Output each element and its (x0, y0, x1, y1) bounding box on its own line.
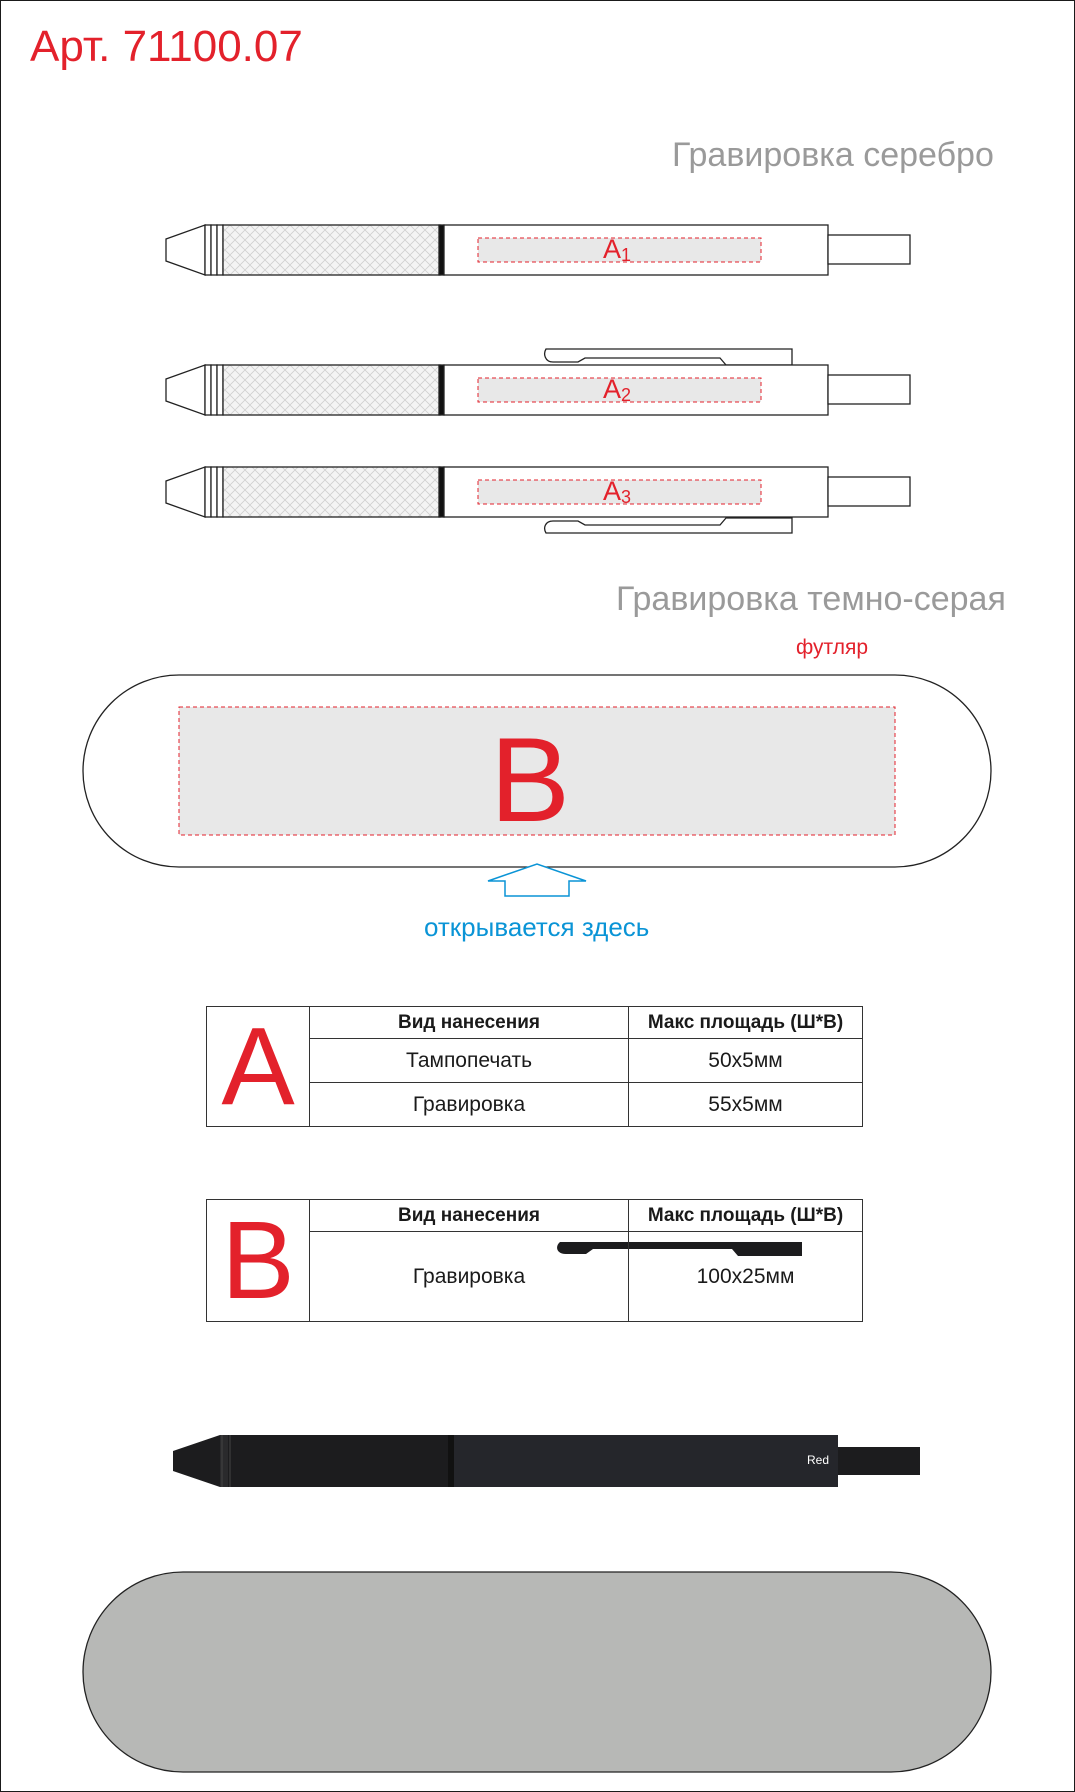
case-dark (83, 1572, 991, 1772)
heading-engraving-silver: Гравировка серебро (672, 136, 994, 174)
table-a-header-method: Вид нанесения (310, 1007, 629, 1039)
table-b-cell: Гравировка (310, 1232, 629, 1322)
table-a-cell: Гравировка (310, 1083, 629, 1127)
spec-table-a (206, 1006, 863, 1127)
spec-table-b (206, 1199, 863, 1322)
opens-here-label: открывается здесь (424, 912, 650, 942)
zone-a2-label: $A_2$ (603, 374, 632, 405)
article-number: Арт. 71100.07 (30, 22, 303, 71)
heading-engraving-dark: Гравировка темно-серая (616, 580, 1006, 618)
table-a-cell: 50x5мм (629, 1039, 863, 1083)
arrow-up-icon (488, 864, 586, 896)
table-a-header-area: Макс площадь (Ш*В) (629, 1007, 863, 1039)
zone-b-label: B (490, 713, 571, 847)
table-b-cell: 100x25мм (629, 1232, 863, 1322)
pen-dark-imprint: Red (807, 1453, 830, 1467)
case-label: футляр (796, 636, 869, 659)
table-b-header-area: Макс площадь (Ш*В) (629, 1200, 863, 1232)
table-a-cell: 55x5мм (629, 1083, 863, 1127)
zone-a3-label: $A_3$ (603, 476, 632, 507)
spec-table-a-letter: A (207, 1007, 310, 1127)
zone-a1-label: $A_1$ (603, 234, 632, 265)
spec-table-b-letter: B (207, 1200, 310, 1322)
table-b-header-method: Вид нанесения (310, 1200, 629, 1232)
table-a-cell: Тампопечать (310, 1039, 629, 1083)
